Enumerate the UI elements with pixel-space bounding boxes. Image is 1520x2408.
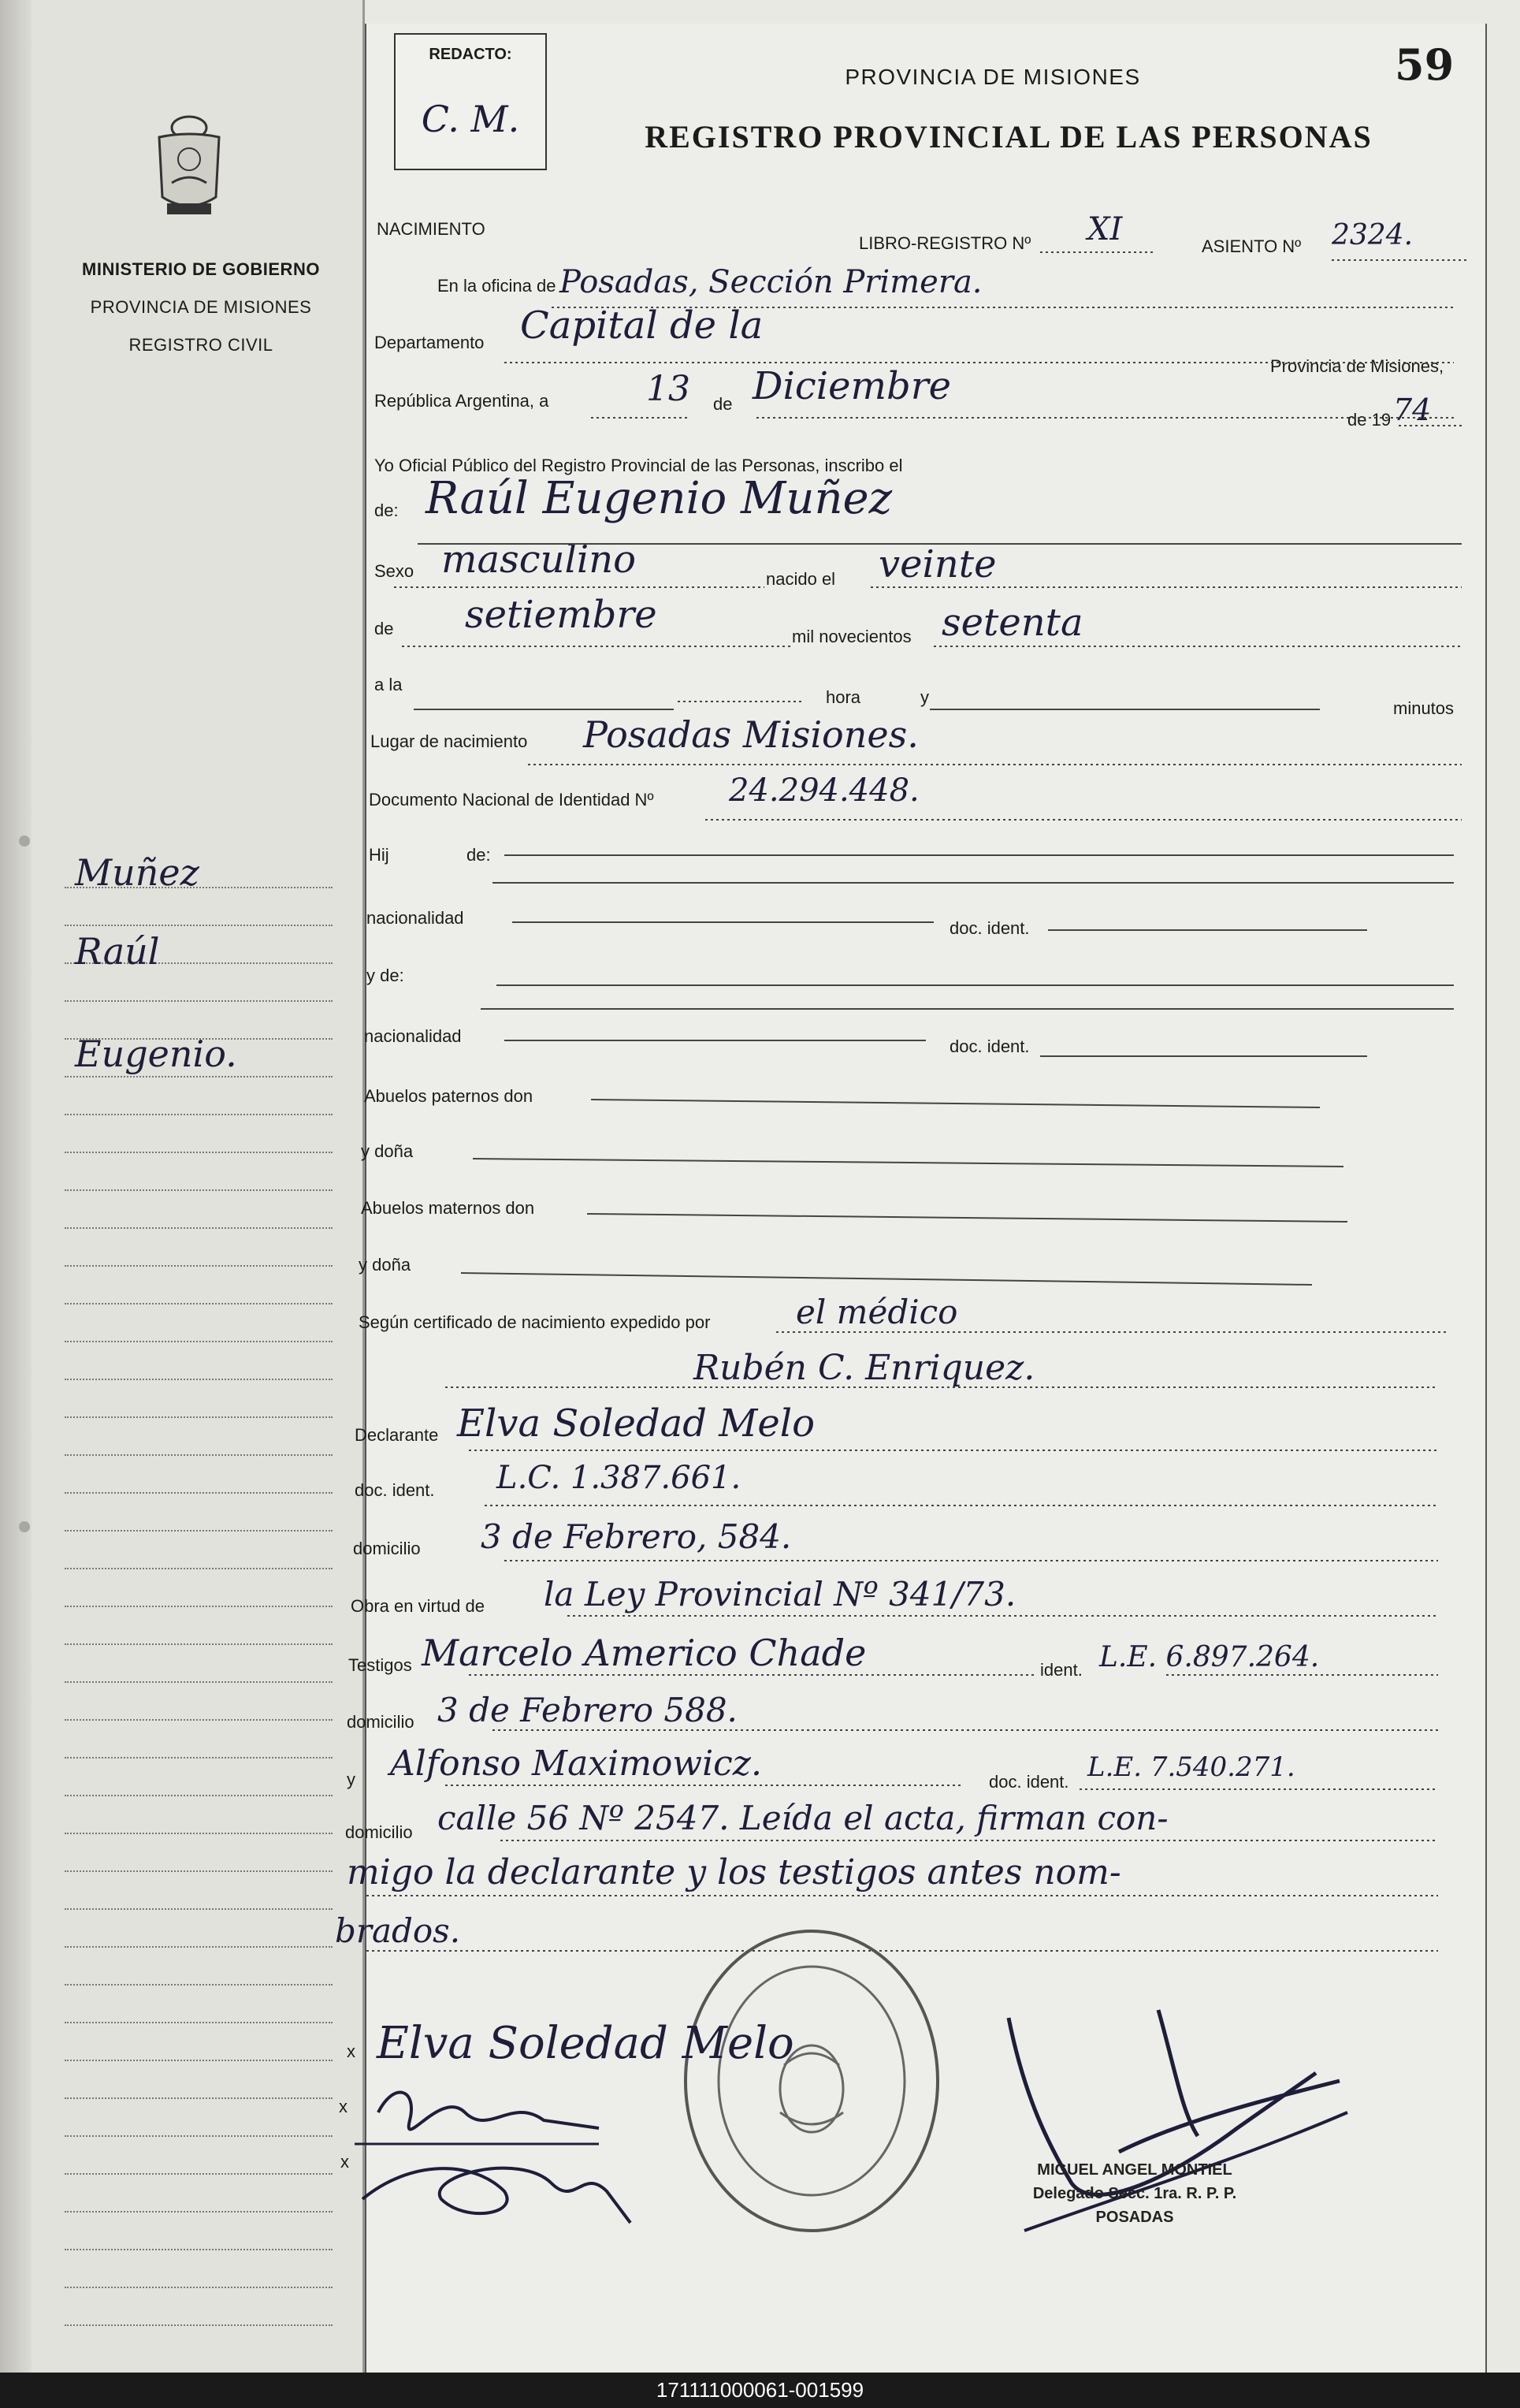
index-rule-line — [65, 2324, 333, 2326]
index-rule-line — [65, 2287, 333, 2288]
page-number: 59 — [1395, 39, 1455, 90]
lugar-value: Posadas Misiones. — [583, 713, 919, 756]
ministry-office: REGISTRO CIVIL — [128, 335, 273, 355]
hij-label: Hij — [369, 845, 389, 865]
index-rule-line — [65, 1152, 333, 1153]
coat-of-arms-icon — [150, 110, 229, 221]
testigos-label: Testigos — [348, 1655, 412, 1675]
index-rule-line — [65, 1643, 333, 1645]
domicilio3-value: calle 56 Nº 2547. Leída el acta, firman con- — [437, 1799, 1169, 1837]
lugar-label: Lugar de nacimiento — [370, 731, 528, 751]
index-rule-line — [65, 1908, 333, 1910]
index-rule-line — [65, 1416, 333, 1418]
segun-label: Según certificado de nacimiento expedido por — [359, 1312, 711, 1332]
ministry-block — [63, 251, 339, 364]
official-place: POSADAS — [1095, 2209, 1174, 2226]
ident-label: ident. — [1040, 1660, 1083, 1680]
index-second-name: Eugenio. — [75, 1033, 237, 1075]
index-rule-line — [65, 1000, 333, 1002]
testigo1-doc: L.E. 6.897.264. — [1099, 1641, 1320, 1673]
index-rule-line — [65, 1757, 333, 1759]
index-rule-line — [65, 2249, 333, 2250]
index-rule-line — [65, 2211, 333, 2213]
mil-label: mil novecientos — [792, 627, 912, 646]
nacionalidad2-label: nacionalidad — [364, 1026, 462, 1046]
index-rule-line — [65, 2060, 333, 2061]
abuelos-paternos-label: Abuelos paternos don — [364, 1086, 533, 1106]
index-rule-line — [65, 1492, 333, 1494]
medico-value: Rubén C. Enriquez. — [693, 1348, 1035, 1388]
index-rule-line — [65, 1189, 333, 1191]
segun-value: el médico — [796, 1293, 958, 1331]
departamento-label: Departamento — [374, 333, 485, 352]
de3-label: de: — [466, 845, 491, 865]
index-rule-line — [65, 1379, 333, 1380]
index-rule-line — [65, 1265, 333, 1267]
minutos-label: minutos — [1393, 698, 1455, 718]
sexo-label: Sexo — [374, 561, 414, 581]
index-rule-line — [65, 1568, 333, 1569]
index-rule-line — [65, 2135, 333, 2137]
oficial-statement: Yo Oficial Público del Registro Provincial de las Personas, inscribo el — [374, 456, 903, 475]
signature-mark-2: x — [339, 2097, 347, 2116]
asiento-value: 2324. — [1332, 219, 1414, 251]
y2-label: y — [347, 1770, 355, 1789]
year-value: 74 — [1393, 393, 1432, 427]
day-value: 13 — [646, 369, 690, 409]
obra-label: Obra en virtud de — [351, 1596, 485, 1616]
declarant-signature: Elva Soledad Melo — [377, 2018, 794, 2069]
record-type: NACIMIENTO — [377, 219, 485, 239]
y-label: y — [920, 687, 929, 707]
index-rule-line — [65, 2097, 333, 2099]
domicilio3-label: domicilio — [345, 1822, 413, 1842]
ministry-title: MINISTERIO DE GOBIERNO — [82, 259, 320, 279]
domicilio2-value: 3 de Febrero 588. — [437, 1691, 738, 1729]
doc-ident-label: doc. ident. — [950, 918, 1030, 938]
index-rule-line — [65, 925, 333, 926]
yde-label: y de: — [366, 966, 404, 985]
birth-month-value: setiembre — [465, 593, 657, 637]
redacto-label: REDACTO: — [429, 46, 512, 63]
domicilio-value: 3 de Febrero, 584. — [481, 1517, 792, 1556]
testigo1-value: Marcelo Americo Chade — [422, 1632, 867, 1674]
closing-line-1: migo la declarante y los testigos antes nom- — [347, 1852, 1121, 1893]
provincia-label: Provincia de Misiones, — [1270, 356, 1444, 376]
ministry-province: PROVINCIA DE MISIONES — [90, 297, 312, 317]
binding-strip — [0, 0, 32, 2373]
docident-decl-value: L.C. 1.387.661. — [496, 1460, 741, 1496]
index-rule-line — [65, 1606, 333, 1607]
index-rule-line — [65, 1341, 333, 1342]
ala-label: a la — [374, 675, 403, 694]
ydona-label: y doña — [361, 1141, 414, 1161]
hora-label: hora — [826, 687, 861, 707]
docident-decl-label: doc. ident. — [355, 1480, 435, 1500]
declarante-label: Declarante — [355, 1425, 439, 1445]
domicilio-label: domicilio — [353, 1539, 421, 1558]
index-rule-line — [65, 2173, 333, 2175]
de-label: de — [713, 394, 733, 414]
year-label: de 19 — [1347, 410, 1392, 430]
index-rule-line — [65, 1454, 333, 1456]
official-role: Delegado Secc. 1ra. R. P. P. — [1032, 2185, 1237, 2202]
index-rule-line — [65, 1227, 333, 1229]
redacto-value: C. M. — [421, 98, 520, 140]
index-rule-line — [65, 1114, 333, 1115]
left-index-column — [0, 0, 365, 2373]
index-rule-line — [65, 1719, 333, 1721]
header-registry-title: REGISTRO PROVINCIAL DE LAS PERSONAS — [645, 119, 1373, 154]
dni-label: Documento Nacional de Identidad Nº — [369, 790, 654, 809]
month-value: Diciembre — [753, 364, 952, 408]
abuelos-maternos-label: Abuelos maternos don — [361, 1198, 535, 1218]
binding-hole — [19, 1521, 30, 1532]
index-rule-line — [65, 1076, 333, 1077]
witness-signatures — [347, 2065, 662, 2246]
docident3-label: doc. ident. — [989, 1772, 1069, 1792]
nacionalidad-label: nacionalidad — [366, 908, 464, 928]
index-rule-line — [65, 1795, 333, 1796]
closing-line-2: brados. — [335, 1911, 461, 1950]
doc-ident2-label: doc. ident. — [950, 1037, 1030, 1056]
ydona2-label: y doña — [359, 1255, 411, 1275]
form-rule-line — [591, 1100, 1320, 1107]
de2-label: de — [374, 619, 394, 638]
nacido-label: nacido el — [766, 569, 836, 589]
index-rule-line — [65, 1833, 333, 1834]
official-name: MIGUEL ANGEL MONTIEL — [1037, 2161, 1232, 2179]
index-surname: Muñez — [75, 851, 199, 894]
nacido-value: veinte — [879, 542, 997, 586]
index-rule-line — [65, 1303, 333, 1304]
index-rule-line — [65, 1530, 333, 1532]
signature-mark-1: x — [347, 2041, 355, 2061]
testigo2-value: Alfonso Maximowicz. — [390, 1744, 762, 1784]
official-stamp-text — [985, 2158, 1284, 2229]
departamento-value: Capital de la — [520, 303, 764, 348]
oficina-label: En la oficina de — [437, 276, 556, 296]
document-id-footer: 171111000061-001599 — [0, 2373, 1520, 2408]
index-rule-line — [65, 2022, 333, 2023]
republica-label: República Argentina, a — [374, 391, 549, 411]
obra-value: la Ley Provincial Nº 341/73. — [544, 1575, 1016, 1613]
form-rule-line — [587, 1214, 1347, 1222]
index-first-name: Raúl — [75, 930, 160, 973]
birth-year-value: setenta — [942, 601, 1083, 645]
libro-value: XI — [1087, 211, 1123, 247]
oficina-value: Posadas, Sección Primera. — [559, 264, 983, 300]
sexo-value: masculino — [441, 538, 637, 582]
header-province: PROVINCIA DE MISIONES — [845, 65, 1141, 89]
registrant-name: Raúl Eugenio Muñez — [426, 473, 893, 524]
index-rule-line — [65, 1681, 333, 1683]
asiento-label: ASIENTO Nº — [1202, 236, 1302, 256]
libro-label: LIBRO-REGISTRO Nº — [859, 233, 1031, 253]
testigo2-doc: L.E. 7.540.271. — [1087, 1751, 1295, 1783]
index-rule-line — [65, 1946, 333, 1948]
name-de-label: de: — [374, 501, 399, 520]
signature-mark-3: x — [340, 2152, 349, 2172]
declarante-value: Elva Soledad Melo — [457, 1401, 816, 1446]
form-rule-line — [473, 1159, 1343, 1167]
binding-hole — [19, 836, 30, 847]
official-seal-stamp — [678, 1923, 946, 2239]
index-rule-line — [65, 1984, 333, 1986]
form-rule-line — [461, 1273, 1312, 1285]
domicilio2-label: domicilio — [347, 1712, 414, 1732]
dni-value: 24.294.448. — [729, 772, 920, 809]
index-rule-line — [65, 1870, 333, 1872]
